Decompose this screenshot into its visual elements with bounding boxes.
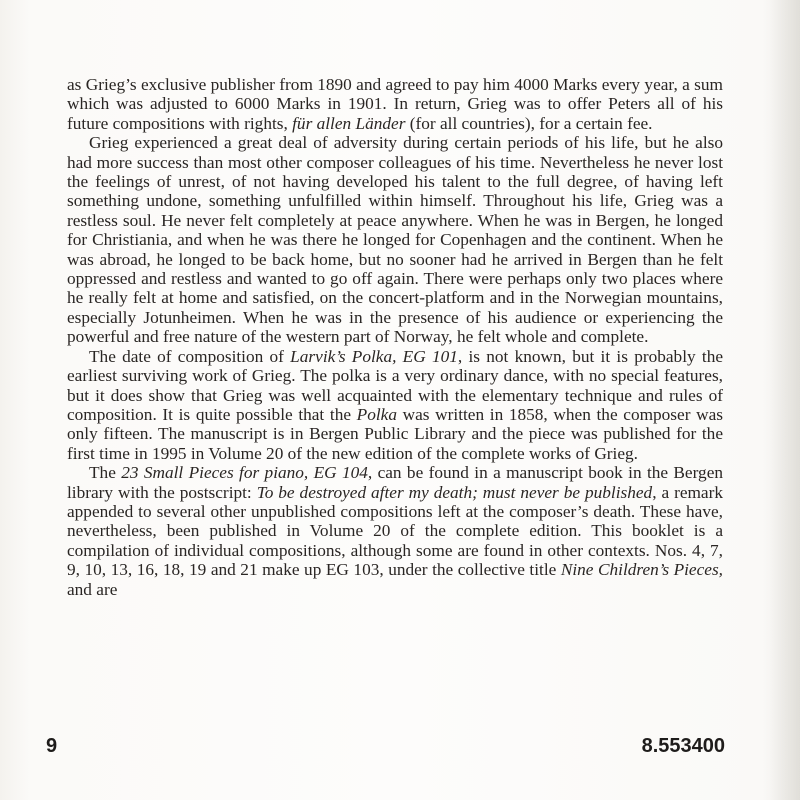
- text-run: , a remark appended to several other unpublished compositions left at the composer’s death. These have, nevertheless, been published in Volume 20 of the complete edition. This booklet is a compilation of individual compositions, although some are found in other contexts. Nos. 4, 7, 9, 10, 13, 16, 18, 19 and 21 make up EG 103, under the collective title: [67, 482, 723, 580]
- catalog-number: 8.553400: [641, 735, 725, 757]
- italic-text: für allen Länder: [292, 113, 406, 133]
- italic-text: To be destroyed after my death; must never be published: [256, 482, 653, 502]
- text-run: was written in 1858, when the composer was only fifteen. The manuscript is in Bergen Public Library and the piece was published for the first time in 1995 in Volume 20 of the new edition of the complete works of Grieg.: [67, 404, 723, 463]
- italic-text: Larvik’s Polka, EG 101: [290, 346, 458, 366]
- italic-text: Nine Children’s Pieces,: [560, 560, 723, 580]
- text-run: , is not known, but it is probably the earliest surviving work of Grieg. The polka is a very ordinary dance, with no special features, but it does show that Grieg was well acquainted with the elementary technique and rules of composition. It is quite possible that the: [67, 346, 723, 424]
- text-run: Grieg experienced a great deal of adversity during certain periods of his life, but he also had more success than most other composer colleagues of his time. Nevertheless he never lost the feelings of unrest, of not having developed his talent to the full degree, of having left something undone, something unfulfilled within himself. Throughout his life, Grieg was a restless soul. He never felt completely at peace anywhere. When he was in Bergen, he longed for Christiania, and when he was there he longed for Copenhagen and the continent. When he was abroad, he longed to be back home, but no sooner had he arrived in Bergen than he felt oppressed and restless and wanted to go off again. There were perhaps only two places where he really felt at home and satisfied, on the concert-platform and in the Norwegian mountains, especially Jotunheimen. When he was in the presence of his audience or experiencing the powerful and free nature of the western part of Norway, he felt whole and complete.: [67, 133, 723, 347]
- paragraph: [67, 75, 723, 133]
- text-run: and are: [67, 579, 118, 599]
- text-run: The date of composition of: [89, 346, 291, 366]
- text-run: (for all countries), for a certain fee.: [405, 113, 653, 133]
- page-number: 9: [46, 735, 58, 757]
- text-run: The: [89, 463, 122, 483]
- body-text: [67, 75, 723, 599]
- italic-text: Polka: [356, 404, 397, 424]
- text-run: , can be found in a manuscript book in the Bergen library with the postscript:: [67, 463, 724, 502]
- paragraph: [67, 463, 723, 599]
- text-run: as Grieg’s exclusive publisher from 1890 and agreed to pay him 4000 Marks every year, a sum which was adjusted to 6000 Marks in 1901. In return, Grieg was to offer Peters all of his future compositions with rights,: [67, 75, 723, 133]
- paragraph: [67, 133, 723, 346]
- paragraph: [67, 347, 723, 463]
- italic-text: 23 Small Pieces for piano, EG 104: [121, 463, 368, 483]
